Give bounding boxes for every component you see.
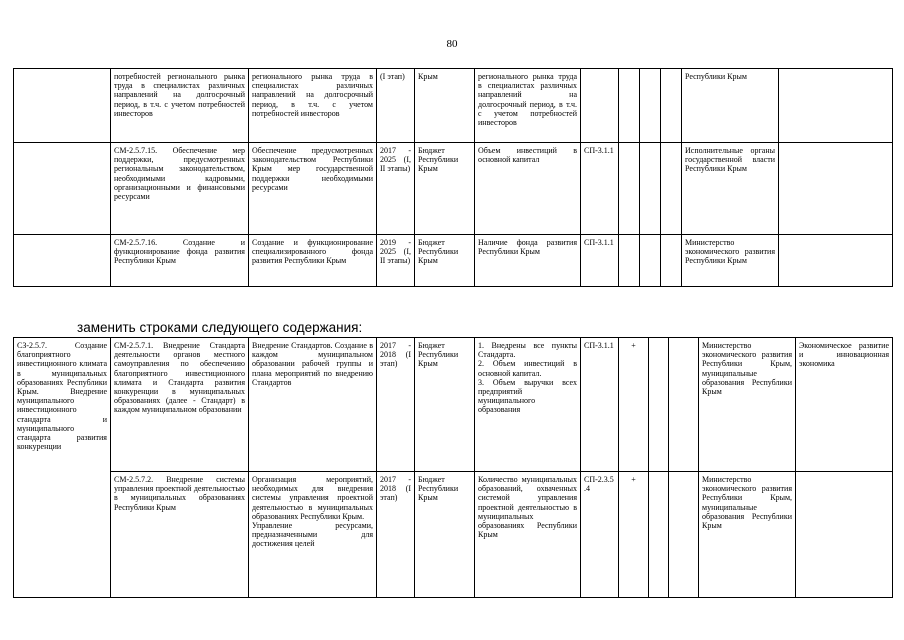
table-cell: СП-2.3.5.4 — [581, 472, 619, 598]
table-cell: Организация мероприятий, необходимых для внедрения системы управления проектной деятельностью в муниципальных образованиях Республики Крым. Управление ресурсами, предназначенными для достижения целей — [249, 472, 377, 598]
table-cell — [14, 143, 111, 235]
table-row — [14, 143, 893, 235]
table-cell: Бюджет Республики Крым — [415, 143, 475, 235]
table-cell: СП-3.1.1 — [581, 143, 619, 235]
table-row — [14, 338, 893, 472]
table-cell — [14, 235, 111, 287]
table-cell: Бюджет Республики Крым — [415, 338, 475, 472]
table-row — [14, 472, 893, 598]
table-row — [14, 235, 893, 287]
table-cell: Внедрение Стандартов. Создание в каждом муниципальном образовании рабочей группы и плана мероприятий по внедрению Стандартов — [249, 338, 377, 472]
table-cell — [669, 472, 699, 598]
table-cell — [796, 472, 893, 598]
table-cell: 2019 - 2025 (I, II этапы) — [377, 235, 415, 287]
table-cell: регионального рынка труда в специалистах различных направлений на долгосрочный период, в т.ч. с учетом потребностей инвесторов — [475, 69, 581, 143]
table-cell — [649, 338, 669, 472]
table-cell — [619, 235, 640, 287]
table-cell: СП-3.1.1 — [581, 338, 619, 472]
table-cell: 2017 - 2018 (I этап) — [377, 338, 415, 472]
page-number: 80 — [446, 38, 458, 50]
table-cell — [619, 69, 640, 143]
table-cell — [779, 143, 893, 235]
table-row — [14, 69, 893, 143]
table-cell: Обеспечение предусмотренных законодательством Республики Крым мер государственной поддержки необходимыми ресурсами — [249, 143, 377, 235]
table-cell: 1. Внедрены все пункты Стандарта. 2. Объем инвестиций в основной капитал. 3. Объем выручки всех предприятий муниципального образования — [475, 338, 581, 472]
table-previous-rows — [13, 68, 893, 287]
table-cell — [640, 69, 661, 143]
table-cell — [779, 235, 893, 287]
table-cell: + — [619, 338, 649, 472]
table-cell: (I этап) — [377, 69, 415, 143]
table-cell — [661, 143, 682, 235]
table-cell: СМ-2.5.7.2. Внедрение системы управления проектной деятельностью в муниципальных образованиях Республики Крым — [111, 472, 249, 598]
table-cell: Исполнительные органы государственной власти Республики Крым — [682, 143, 779, 235]
table-cell: Министерство экономического развития Республики Крым, муниципальные образования Республики Крым — [699, 338, 796, 472]
table-cell — [581, 69, 619, 143]
table-cell — [669, 338, 699, 472]
table-cell — [661, 235, 682, 287]
table-cell: СП-3.1.1 — [581, 235, 619, 287]
table-cell: СМ-2.5.7.16. Создание и функционирование фонда развития Республики Крым — [111, 235, 249, 287]
table-cell: Бюджет Республики Крым — [415, 472, 475, 598]
table-cell: 2017 - 2018 (I этап) — [377, 472, 415, 598]
table-cell — [640, 143, 661, 235]
table-cell — [661, 69, 682, 143]
table-cell: потребностей регионального рынка труда в специалистах различных направлений на долгосрочный период, в т.ч. с учетом потребностей инвесторов — [111, 69, 249, 143]
table-cell: Объем инвестиций в основной капитал — [475, 143, 581, 235]
table-cell: СЗ-2.5.7. Создание благоприятного инвестиционного климата в муниципальных образованиях Республики Крым. Внедрение муниципального инвестиционного стандарта и муниципального стандарта развития конкуренции — [14, 338, 111, 598]
table-cell — [779, 69, 893, 143]
table-cell — [649, 472, 669, 598]
table-cell: 2017 - 2025 (I, II этапы) — [377, 143, 415, 235]
replacement-heading: заменить строками следующего содержания: — [77, 320, 363, 335]
table-cell: Бюджет Республики Крым — [415, 235, 475, 287]
table-cell: СМ-2.5.7.1. Внедрение Стандарта деятельности органов местного самоуправления по обеспечению благоприятного инвестиционного климата и Стандарта развития конкуренции в муниципальных образованиях (далее - Стандарт) в каждом муниципальном образовании — [111, 338, 249, 472]
table-cell: Крым — [415, 69, 475, 143]
table-cell — [14, 69, 111, 143]
table-cell — [640, 235, 661, 287]
table-cell: СМ-2.5.7.15. Обеспечение мер поддержки, предусмотренных региональным законодательством, необходимыми кадровыми, организационными и финансовыми ресурсами — [111, 143, 249, 235]
table-cell: Наличие фонда развития Республики Крым — [475, 235, 581, 287]
table-cell: Республики Крым — [682, 69, 779, 143]
table-cell: Министерство экономического развития Республики Крым — [682, 235, 779, 287]
table-cell: Экономическое развитие и инновационная экономика — [796, 338, 893, 472]
table-cell: регионального рынка труда в специалистах различных направлений на долгосрочный период, в т.ч. с учетом потребностей инвесторов — [249, 69, 377, 143]
table-cell: Создание и функционирование специализированного фонда развития Республики Крым — [249, 235, 377, 287]
table-cell — [619, 143, 640, 235]
table-replacement-rows — [13, 337, 893, 598]
table-cell: Количество муниципальных образований, охваченных системой управления проектной деятельностью в муниципальных образованиях Республики Крым — [475, 472, 581, 598]
table-cell: Министерство экономического развития Республики Крым, муниципальные образования Республики Крым — [699, 472, 796, 598]
table-cell: + — [619, 472, 649, 598]
